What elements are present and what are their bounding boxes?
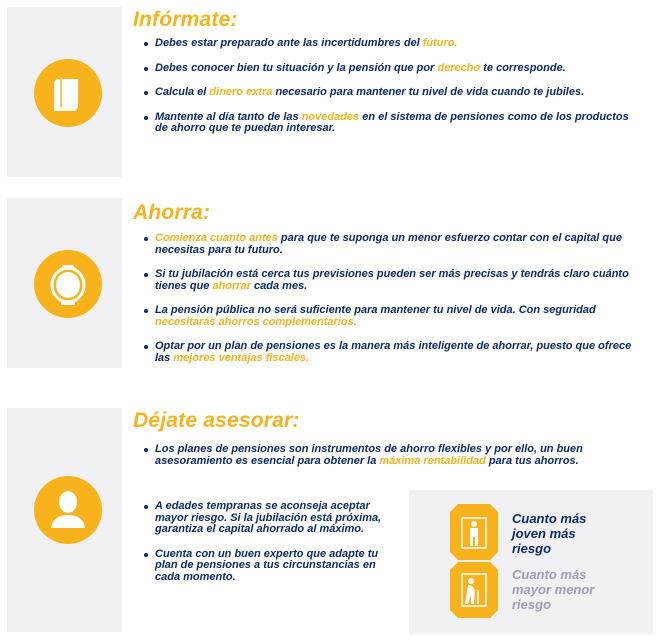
risk-old-label: Cuanto más mayor menor riesgo [512, 567, 595, 612]
text: Mantente al día tanto de las [155, 110, 302, 123]
section-informate-panel [7, 7, 122, 177]
text: La pensión pública no será suficiente para mantener tu nivel de vida. Con seguridad [155, 304, 596, 316]
highlight-text: ahorrar [212, 279, 251, 292]
highlight-text: novedades [301, 110, 360, 123]
asesorar-bullet-list [144, 444, 654, 467]
section-title-informate: Infórmate: [133, 8, 238, 31]
section-ahorra-panel [7, 198, 122, 368]
highlight-text: dinero extra [209, 86, 273, 98]
text: cada mes. [251, 279, 308, 292]
text: Calcula el [155, 86, 210, 98]
risk-box [409, 490, 653, 634]
list-item [144, 38, 654, 50]
highlight-text: derecho [437, 61, 481, 74]
text: A edades tempranas se aconseja aceptar mayor riesgo. Si la jubilación está próxima, garantiza el capital ahorrado al máximo. [155, 500, 382, 535]
list-item [144, 549, 394, 584]
text: Cuenta con un buen experto que adapte tu plan de pensiones a tus circunstancias en cada momento. [155, 547, 379, 583]
list-item [144, 63, 654, 75]
text: Los planes de pensiones son instrumentos de ahorro flexibles y por ello, un buen asesoramiento es esencial para obtener la [155, 443, 583, 467]
text: para que te suponga un menor esfuerzo contar con el capital que necesitas para tu futuro. [155, 232, 622, 256]
section-title-ahorra: Ahorra: [133, 201, 211, 224]
section-asesorar-panel [7, 408, 122, 632]
list-item [144, 341, 635, 364]
list-item [144, 269, 654, 292]
book-icon [34, 59, 102, 127]
text: necesario para mantener tu nivel de vida cuando te jubiles. [272, 86, 585, 98]
elderly-person-icon [450, 562, 498, 618]
text: Si tu jubilación está cerca tus previsiones pueden ser más precisas y tendrás claro cuánto tienes que [155, 268, 629, 292]
list-item [144, 112, 635, 135]
ahorra-bullet-list [144, 233, 654, 364]
piggy-bank-icon [34, 250, 102, 318]
highlight-text: mejores ventajas fiscales. [173, 351, 310, 364]
highlight-text: necesitarás ahorros complementarios. [155, 315, 357, 328]
text: Debes estar preparado ante las incertidumbres del [155, 37, 423, 49]
list-item [144, 305, 635, 328]
list-item [144, 233, 654, 256]
text: para tus ahorros. [485, 454, 579, 467]
highlight-text: máxima rentabilidad [379, 454, 486, 467]
asesorar-sub-bullet-list [144, 501, 394, 583]
text: en el sistema de pensiones como de los productos de ahorro que te puedan interesar. [155, 110, 629, 134]
section-title-asesorar: Déjate asesorar: [133, 409, 300, 432]
person-icon [34, 476, 102, 544]
highlight-text: futuro. [422, 37, 458, 49]
text: te corresponde. [480, 61, 566, 74]
young-person-icon [450, 504, 498, 560]
text: Optar por un plan de pensiones es la manera más inteligente de ahorrar, puesto que ofrece las [155, 340, 632, 364]
list-item [144, 444, 654, 467]
list-item [144, 501, 394, 536]
text: Debes conocer bien tu situación y la pensión que por [155, 61, 438, 74]
list-item [144, 87, 625, 99]
highlight-text: Comienza cuanto antes [155, 232, 278, 244]
risk-young-label: Cuanto más joven más riesgo [512, 511, 587, 556]
informate-bullet-list [144, 38, 654, 135]
